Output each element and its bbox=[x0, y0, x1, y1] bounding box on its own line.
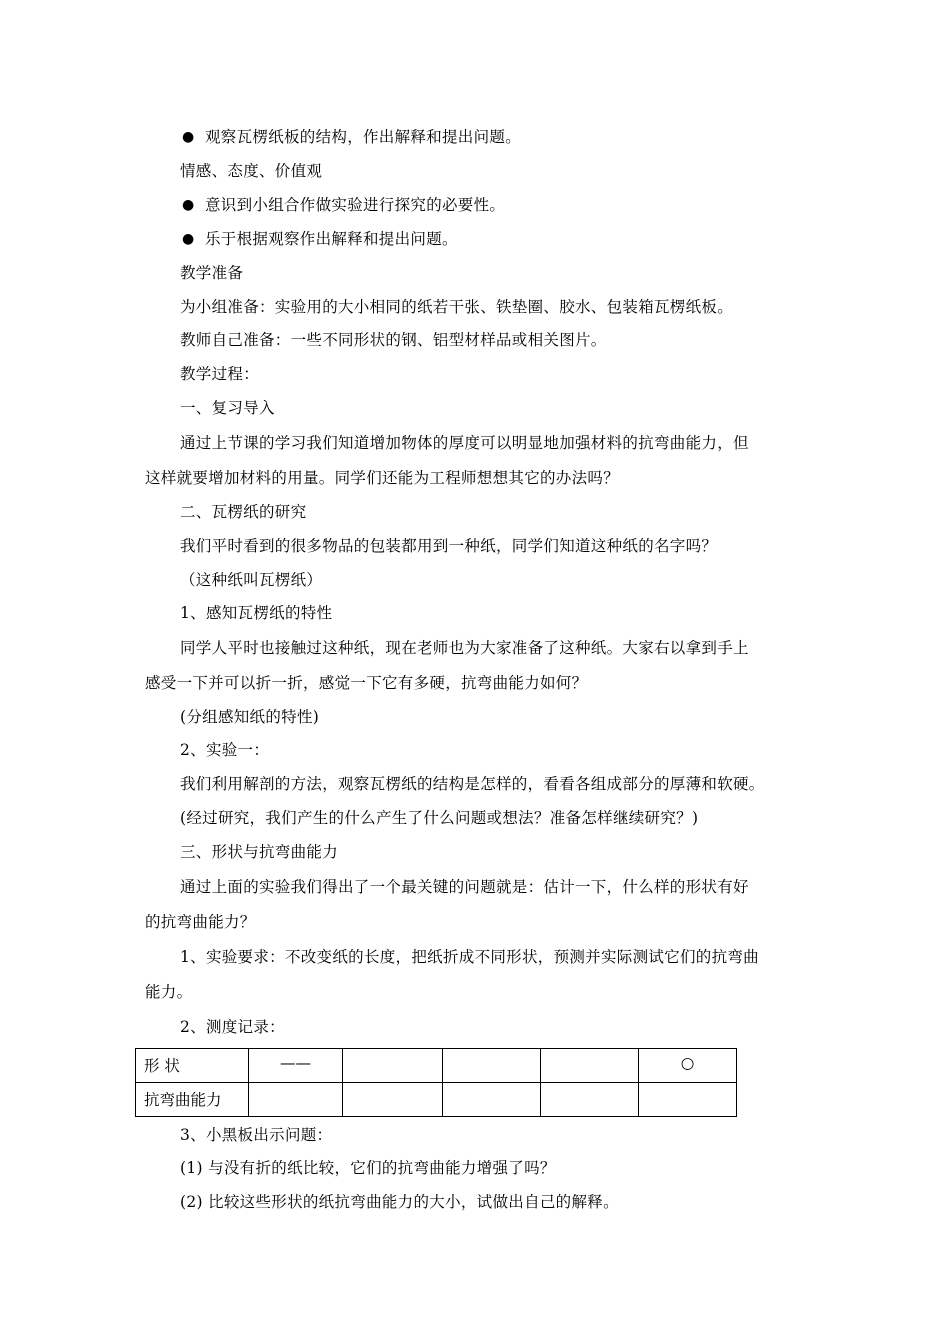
paragraph-line: 的抗弯曲能力？ bbox=[145, 913, 256, 931]
section-heading: 3、小黑板出示问题： bbox=[180, 1126, 333, 1144]
table-cell bbox=[443, 1083, 541, 1117]
bullet-icon: ● bbox=[182, 231, 195, 247]
table-cell bbox=[443, 1049, 541, 1083]
table-cell bbox=[343, 1083, 443, 1117]
section-heading: 2、测度记录： bbox=[180, 1018, 285, 1036]
section-heading: 2、实验一： bbox=[180, 741, 270, 759]
paragraph-line: 感受一下并可以折一折，感觉一下它有多硬，抗弯曲能力如何？ bbox=[145, 674, 588, 692]
section-heading: 二、瓦楞纸的研究 bbox=[180, 503, 307, 521]
paragraph-line: 我们利用解剖的方法，观察瓦楞纸的结构是怎样的，看看各组成部分的厚薄和软硬。 bbox=[180, 775, 765, 793]
table-row bbox=[136, 1049, 737, 1083]
paragraph-line: 通过上面的实验我们得出了一个最关键的问题就是：估计一下，什么样的形状有好 bbox=[180, 878, 749, 896]
table-cell bbox=[541, 1083, 639, 1117]
section-heading: 情感、态度、价值观 bbox=[180, 162, 323, 180]
bullet-icon: ● bbox=[182, 129, 195, 145]
question-line: (2) 比较这些形状的纸抗弯曲能力的大小，试做出自己的解释。 bbox=[180, 1193, 619, 1211]
objective-line: 观察瓦楞纸板的结构，作出解释和提出问题。 bbox=[205, 128, 522, 146]
paragraph-line: 能力。 bbox=[145, 983, 193, 1001]
paragraph-line: 同学人平时也接触过这种纸，现在老师也为大家准备了这种纸。大家右以拿到手上 bbox=[180, 639, 749, 657]
table-cell bbox=[541, 1049, 639, 1083]
section-heading: 一、复习导入 bbox=[180, 399, 275, 417]
table-row bbox=[136, 1083, 737, 1117]
section-heading: 教学过程： bbox=[180, 365, 260, 383]
record-table bbox=[135, 1048, 737, 1117]
paragraph-line: 教师自己准备：一些不同形状的钢、铝型材样品或相关图片。 bbox=[180, 331, 607, 349]
table-cell: —— bbox=[249, 1049, 343, 1083]
question-line: (1) 与没有折的纸比较，它们的抗弯曲能力增强了吗？ bbox=[180, 1159, 556, 1177]
table-cell: 形 状 bbox=[136, 1049, 249, 1083]
table-cell bbox=[249, 1083, 343, 1117]
paragraph-line: 这样就要增加材料的用量。同学们还能为工程师想想其它的办法吗？ bbox=[145, 469, 620, 487]
paragraph-line: (经过研究，我们产生的什么产生了什么问题或想法？准备怎样继续研究？) bbox=[180, 809, 699, 827]
paragraph-line: 为小组准备：实验用的大小相同的纸若干张、铁垫圈、胶水、包装箱瓦楞纸板。 bbox=[180, 298, 734, 316]
paragraph-line: (分组感知纸的特性) bbox=[180, 708, 320, 726]
table-cell bbox=[639, 1049, 737, 1083]
table-cell bbox=[343, 1049, 443, 1083]
paragraph-line: 1、实验要求：不改变纸的长度，把纸折成不同形状，预测并实际测试它们的抗弯曲 bbox=[180, 948, 759, 966]
table-cell: 抗弯曲能力 bbox=[136, 1083, 249, 1117]
paragraph-line: 通过上节课的学习我们知道增加物体的厚度可以明显地加强材料的抗弯曲能力，但 bbox=[180, 434, 749, 452]
section-heading: 1、感知瓦楞纸的特性 bbox=[180, 604, 333, 622]
section-heading: 教学准备 bbox=[180, 264, 244, 282]
table-cell bbox=[639, 1083, 737, 1117]
paragraph-line: （这种纸叫瓦楞纸） bbox=[180, 571, 323, 589]
section-heading: 三、形状与抗弯曲能力 bbox=[180, 843, 339, 861]
objective-line: 乐于根据观察作出解释和提出问题。 bbox=[205, 230, 458, 248]
paragraph-line: 我们平时看到的很多物品的包装都用到一种纸，同学们知道这种纸的名字吗？ bbox=[180, 537, 718, 555]
objective-line: 意识到小组合作做实验进行探究的必要性。 bbox=[205, 196, 506, 214]
circle-shape-icon: ○ bbox=[680, 1054, 695, 1072]
bullet-icon: ● bbox=[182, 197, 195, 213]
